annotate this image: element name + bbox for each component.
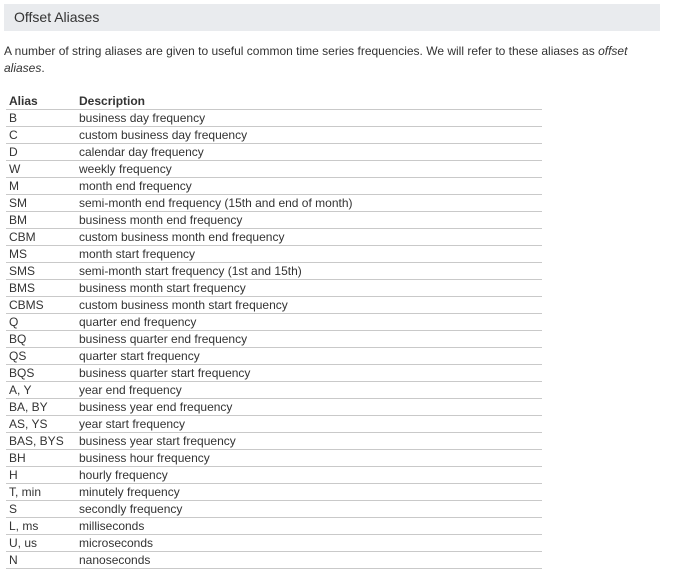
description-cell: business day frequency [76,110,542,127]
table-row [6,314,542,331]
table-row [6,552,542,569]
alias-cell: H [6,467,76,484]
description-cell: business quarter end frequency [76,331,542,348]
intro-emphasis: offset aliases [4,44,628,75]
alias-cell: QS [6,348,76,365]
description-cell: weekly frequency [76,161,542,178]
table-row [6,331,542,348]
table-row [6,144,542,161]
description-cell: nanoseconds [76,552,542,569]
intro-text: A number of string aliases are given to useful common time series frequencies. We will refer to these aliases as [4,44,599,58]
alias-cell: BMS [6,280,76,297]
table-row [6,467,542,484]
description-cell: secondly frequency [76,501,542,518]
table-row [6,263,542,280]
table-row [6,127,542,144]
table-row [6,110,542,127]
alias-cell: BA, BY [6,399,76,416]
description-cell: semi-month start frequency (1st and 15th) [76,263,542,280]
alias-cell: M [6,178,76,195]
table-row [6,399,542,416]
table-row [6,433,542,450]
alias-cell: B [6,110,76,127]
table-body [6,110,542,569]
description-cell: custom business month start frequency [76,297,542,314]
alias-cell: BH [6,450,76,467]
offset-aliases-table [6,93,542,569]
alias-cell: BAS, BYS [6,433,76,450]
description-cell: month end frequency [76,178,542,195]
alias-cell: C [6,127,76,144]
alias-cell: T, min [6,484,76,501]
table-row [6,297,542,314]
table-row [6,178,542,195]
description-cell: year start frequency [76,416,542,433]
description-cell: quarter end frequency [76,314,542,331]
section-title: Offset Aliases [14,9,100,25]
description-cell: business year start frequency [76,433,542,450]
table-row [6,501,542,518]
alias-cell: N [6,552,76,569]
description-cell: business month end frequency [76,212,542,229]
description-cell: custom business month end frequency [76,229,542,246]
alias-column-header: Alias [6,93,76,110]
table-row [6,416,542,433]
description-cell: semi-month end frequency (15th and end of month) [76,195,542,212]
description-cell: custom business day frequency [76,127,542,144]
alias-cell: MS [6,246,76,263]
table-row [6,161,542,178]
description-cell: business hour frequency [76,450,542,467]
table-row [6,535,542,552]
alias-cell: SM [6,195,76,212]
alias-cell: S [6,501,76,518]
table-header-row [6,93,542,110]
table-row [6,229,542,246]
alias-cell: BQS [6,365,76,382]
table-row [6,195,542,212]
table-row [6,518,542,535]
table-row [6,212,542,229]
description-cell: microseconds [76,535,542,552]
description-cell: business month start frequency [76,280,542,297]
description-cell: year end frequency [76,382,542,399]
table-row [6,450,542,467]
description-cell: quarter start frequency [76,348,542,365]
description-cell: minutely frequency [76,484,542,501]
description-cell: milliseconds [76,518,542,535]
table-row [6,246,542,263]
alias-cell: SMS [6,263,76,280]
alias-cell: BM [6,212,76,229]
alias-cell: A, Y [6,382,76,399]
alias-cell: CBMS [6,297,76,314]
alias-cell: W [6,161,76,178]
description-cell: month start frequency [76,246,542,263]
section-header [4,4,660,31]
alias-cell: D [6,144,76,161]
table-row [6,484,542,501]
alias-cell: CBM [6,229,76,246]
table-row [6,348,542,365]
alias-cell: BQ [6,331,76,348]
table-row [6,382,542,399]
table-row [6,280,542,297]
alias-cell: AS, YS [6,416,76,433]
alias-cell: L, ms [6,518,76,535]
intro-text-end: . [41,61,45,75]
table-row [6,365,542,382]
description-column-header: Description [76,93,542,110]
intro-paragraph [4,43,664,77]
description-cell: business year end frequency [76,399,542,416]
alias-cell: U, us [6,535,76,552]
description-cell: calendar day frequency [76,144,542,161]
description-cell: hourly frequency [76,467,542,484]
alias-cell: Q [6,314,76,331]
description-cell: business quarter start frequency [76,365,542,382]
